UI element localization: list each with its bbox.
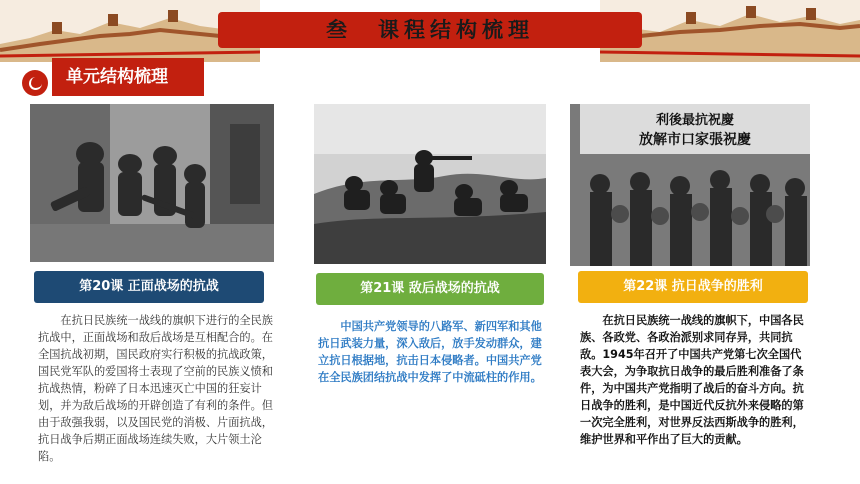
banner-text-upper: 利後最抗祝慶 [655,113,735,128]
photo-victory-celebration [570,104,810,266]
photo-frontline-battle [30,104,274,262]
lesson-22-description: 在抗日民族统一战线的旗帜下，中国各民族、各政党、各政治派别求同存异，共同抗敌。1945年召开了中国共产党第七次全国代表大会，为争取抗日战争的最后胜利准备了条件，为中国共产党指明了战后的奋斗方向。抗日战争的胜利，是中国近代反抗外来侵略的第一次完全胜利，对世界反法西斯战争的胜利，维护世界和平作出了巨大的贡献。 [580,314,804,446]
photo-guerrilla-fighters [314,104,546,264]
page-title: 叁 课程结构梳理 [326,18,534,42]
lesson-20-description: 在抗日民族统一战线的旗帜下进行的全民族抗战中，正面战场和敌后战场是互相配合的。在全国抗战初期，国民政府实行积极的抗战政策，国民党军队的爱国将士表现了空前的民族义愤和抗战热情，粉碎了日本迅速灭亡中国的狂妄计划，并为敌后战场的开辟创造了有利的条件。但由于敌强我弱，以及国民党的消极、片面抗战，抗日战争后期正面战场连续失败，大片领土沦陷。 [38,314,273,463]
section-bullet-icon [22,70,48,96]
section-label: 单元结构梳理 [52,58,204,96]
banner-text-lower: 放解市口家張祝慶 [639,132,751,148]
lesson-21-tag: 第21课 敌后战场的抗战 [316,273,544,305]
lesson-21-description: 中国共产党领导的八路军、新四军和其他抗日武装力量，深入敌后，放手发动群众，建立抗日根据地，抗击日本侵略者。中国共产党在全民族团结抗战中发挥了中流砥柱的作用。 [318,320,542,384]
lesson-20-tag: 第20课 正面战场的抗战 [34,271,264,303]
header-banner [0,0,860,62]
lesson-22-tag: 第22课 抗日战争的胜利 [578,271,808,303]
